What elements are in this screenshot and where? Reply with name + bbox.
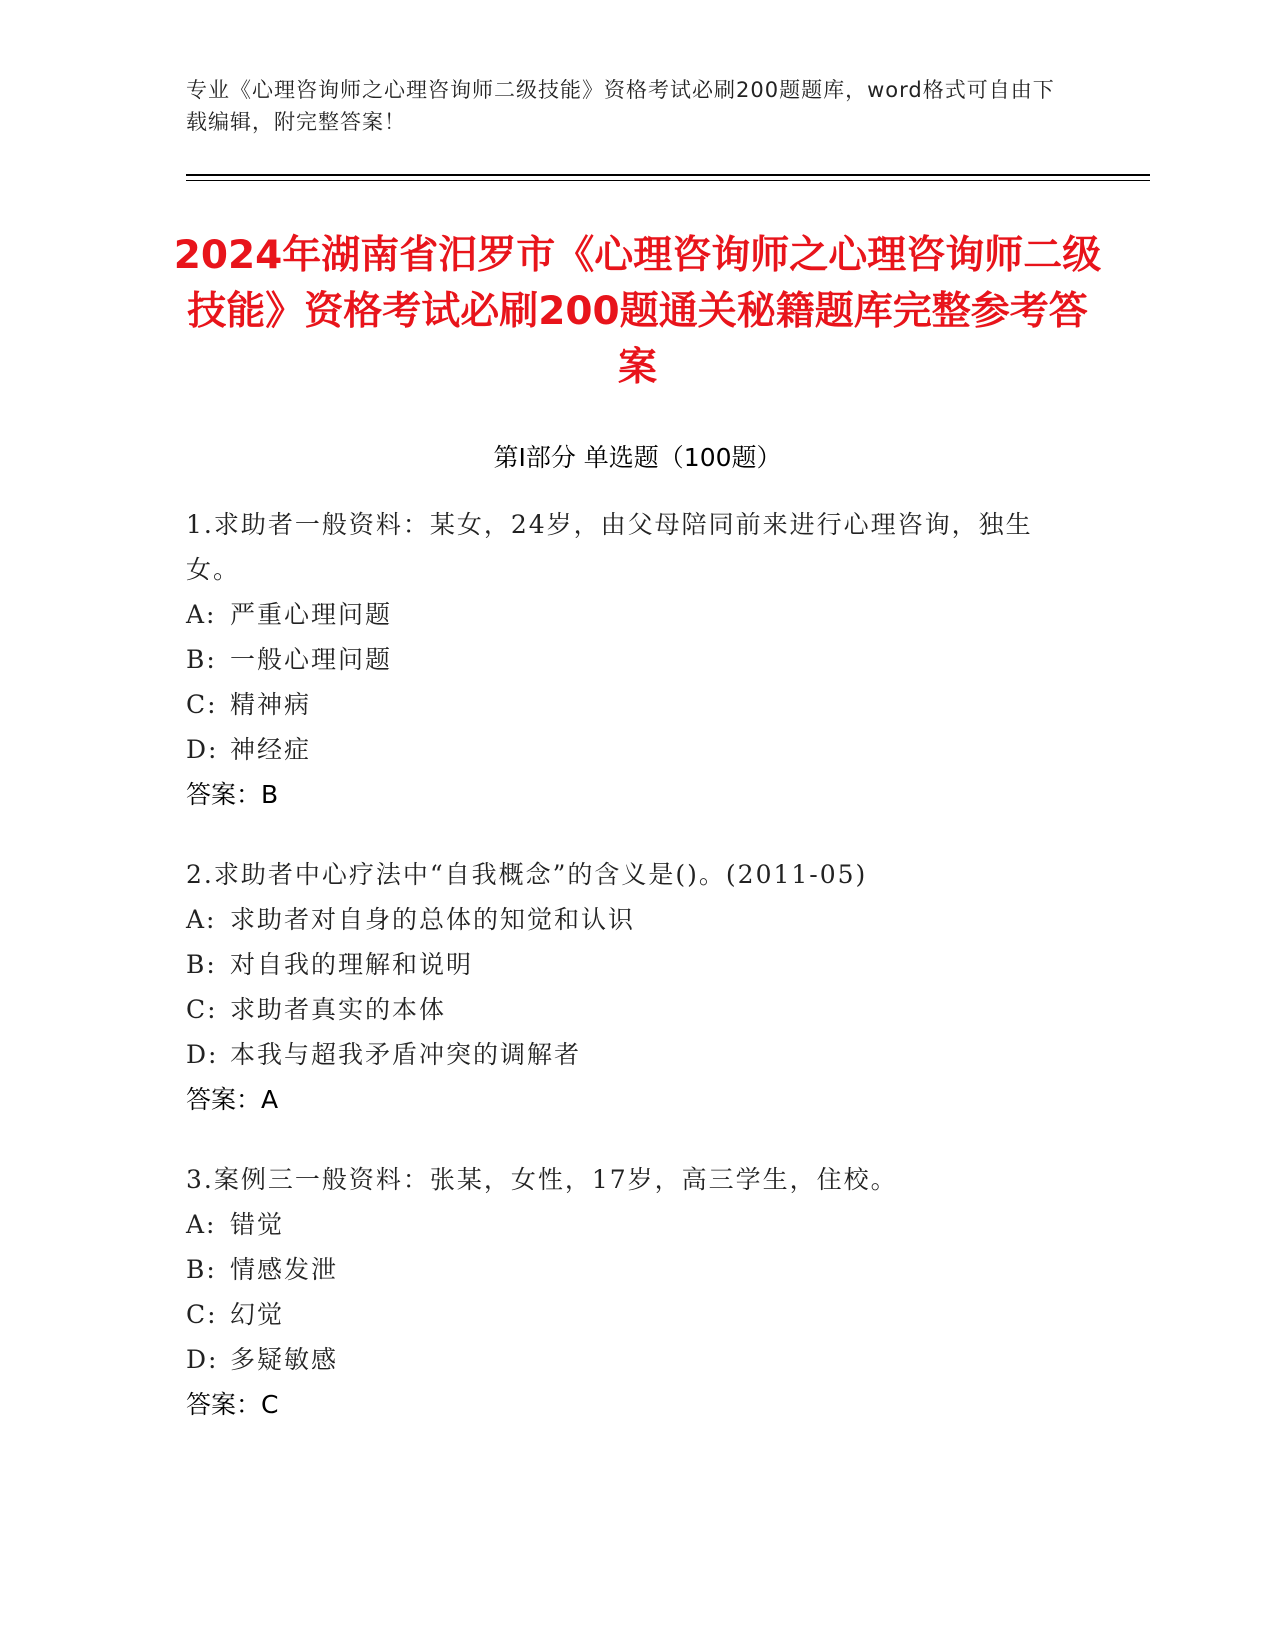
option-key: B: — [186, 645, 217, 674]
option-d — [186, 1032, 1066, 1077]
option-c — [186, 987, 1066, 1032]
option-a — [186, 897, 1066, 942]
question-stem: 1.求助者一般资料：某女，24岁，由父母陪同前来进行心理咨询，独生女。 — [186, 510, 1033, 584]
option-key: A: — [186, 905, 217, 934]
question-stem: 3.案例三一般资料：张某，女性，17岁，高三学生，住校。 — [186, 1165, 898, 1194]
option-text: 求助者对自身的总体的知觉和认识 — [230, 905, 636, 934]
option-key: B: — [186, 1255, 217, 1284]
option-a — [186, 592, 1066, 637]
option-key: C: — [186, 995, 218, 1024]
answer-line: 答案：C — [186, 1390, 279, 1419]
option-text: 神经症 — [230, 735, 312, 764]
option-key: D: — [186, 735, 219, 764]
option-key: A: — [186, 1210, 217, 1239]
option-text: 严重心理问题 — [230, 600, 393, 629]
option-key: D: — [186, 1040, 219, 1069]
option-key: D: — [186, 1345, 219, 1374]
option-c — [186, 1292, 1066, 1337]
option-b — [186, 1247, 1066, 1292]
option-c — [186, 682, 1066, 727]
question-1 — [186, 502, 1066, 817]
option-text: 精神病 — [230, 690, 312, 719]
option-b — [186, 942, 1066, 987]
option-text: 情感发泄 — [230, 1255, 339, 1284]
option-b — [186, 637, 1066, 682]
option-text: 一般心理问题 — [230, 645, 393, 674]
option-key: C: — [186, 690, 218, 719]
section-heading: 第Ⅰ部分 单选题（100题） — [493, 443, 782, 472]
header-note: 专业《心理咨询师之心理咨询师二级技能》资格考试必刷200题题库，word格式可自由下载编辑，附完整答案！ — [186, 78, 1055, 134]
question-stem: 2.求助者中心疗法中“自我概念”的含义是()。(2011-05) — [186, 860, 868, 889]
header-rule-thick — [186, 174, 1150, 176]
option-text: 本我与超我矛盾冲突的调解者 — [230, 1040, 582, 1069]
option-text: 多疑敏感 — [230, 1345, 339, 1374]
option-key: C: — [186, 1300, 218, 1329]
option-d — [186, 727, 1066, 772]
option-text: 求助者真实的本体 — [230, 995, 447, 1024]
document-title: 2024年湖南省汨罗市《心理咨询师之心理咨询师二级技能》资格考试必刷200题通关秘籍题库完整参考答案 — [173, 233, 1102, 390]
option-key: A: — [186, 600, 217, 629]
option-text: 错觉 — [230, 1210, 285, 1239]
question-3 — [186, 1157, 1066, 1427]
answer-line: 答案：A — [186, 1085, 279, 1114]
option-text: 对自我的理解和说明 — [230, 950, 474, 979]
option-key: B: — [186, 950, 217, 979]
question-2 — [186, 852, 1066, 1122]
option-a — [186, 1202, 1066, 1247]
option-d — [186, 1337, 1066, 1382]
answer-line: 答案：B — [186, 780, 279, 809]
option-text: 幻觉 — [230, 1300, 285, 1329]
header-rule-thin — [186, 180, 1150, 181]
